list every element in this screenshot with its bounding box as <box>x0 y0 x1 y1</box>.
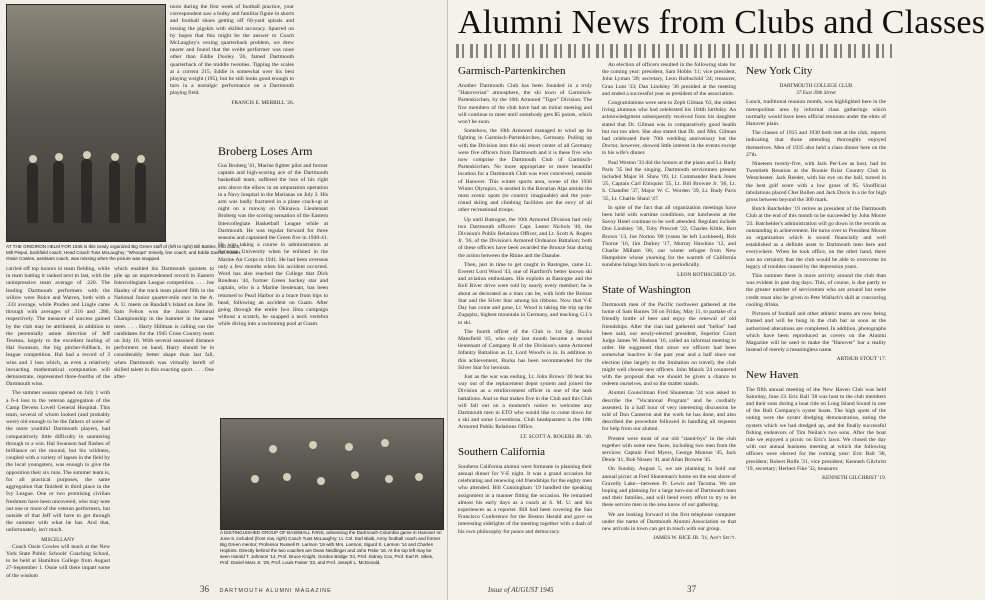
ny-paragraph: Lunch, traditional reunion month, was highlighted here in the metropolitan area by informal class gatherings which normally would have been official reunions under the elms of Hanover plain. <box>746 99 886 128</box>
left-page-number: 36 <box>200 584 209 594</box>
broberg-article <box>218 142 328 416</box>
garmisch-title: Garmisch-Partenkirchen <box>458 65 566 77</box>
washington-paragraph: We are looking forward to the first telephone computer under the name of Dartmouth Alumni Association so that new arrivals in town can get in touch with our group. <box>602 511 736 532</box>
rothschild-signature: LEON ROTHSCHILD '24. <box>677 271 736 278</box>
ny-paragraph: This summer there is more activity around the club than was evident in past dog days. This, of course, is due partly to the greater number of servicemen who are around but some credit must also be given to Pete Wallach's skill at concocting cooling drinks. <box>746 273 886 308</box>
baseball-column <box>6 266 110 578</box>
washington-title: State of Washington <box>602 283 691 296</box>
coaching-staff-photo <box>6 4 166 242</box>
ny-club-name: DARTMOUTH COLLEGE CLUB <box>779 83 853 89</box>
sports-notes-paragraph: which enabled his Dartmouth quintets to pile up an unprecedented record in Eastern Intercollegiate League competition. . . . Joe Hanley of the track team placed fifth in the National Junior quarter-mile race in the A. A. U. meets on Randall's Island on June 30. Sam Felton won the Junior National Championship in the hammer in the same meet. . . . Harry Hillman is calling out the candidates for the 1945 Cross Country team on July 16. With several seasoned distance performers on hand, Harry should be in considerably better shape than last fall, when Dartmouth was virtually bereft of skilled talent in this exacting sport. . . . One after- <box>114 266 214 381</box>
socal-paragraph: An election of officers resulted in the following slate for the coming year: president, Sam Hobbs '11; vice president, John Lyman '28; secretary, Leon Rothschild '24; treasurer, Gran Lunt '33; Dan Lindsley '36 presided at the meeting and ended a successful year as president of the association. <box>602 62 736 97</box>
issue-date: Issue of AUGUST 1945 <box>488 586 554 594</box>
garmisch-paragraph: Somehow, the 10th Armored managed to wind up its fighting in Garmisch-Partenkirchen, Germany. Pulling up with the Division into this ski resort center of all Germany were five officers from Dartmouth and it is these five who now comprise the Dartmouth Club of Garmisch-Partenkirchen. No more appropriate or more beautiful location for a Dartmouth Club was ever conceived, outside of Hanover. This winter sports area, scene of the 1936 Winter Olympics, is nestled in the Bavarian Alps amidst the most scenic spots (to country imaginable) and the year-round skiing and climbing facilities are the envy of all other recreational troops. <box>458 128 593 214</box>
right-footer <box>488 584 888 594</box>
baseball-fans-caption: A DISTINGUISHED GROUP OF BASEBALL FANS, witnessing the Dartmouth-Columbia game in Hanover on June 9, included (front row, right) Coach Tuss McLaughry; Lt. Col. Earl Blaik, Army football coach and former Big Green mentor; Professor Russell R. Larmon '19 with Mrs. Larmon; Sigurd S. Larmon '14 and Charles Hopkins. Directly behind the two coaches are Dean Neidlinger and John Fiske '16. At the top left may be seen Harold T. Johnson '14, Prof. Bruce Knight, Gordon Bridge '24, Prof. Sidney Cox, Prof. Earl R. Sikes, Prof. Daniel Marx Jr. '29, Prof. Louis Foster '23, and Prof. Joseph L. McDonald. <box>220 530 442 565</box>
garmisch-paragraph: Up until Bastogne, the 10th Armored Division had only two Dartmouth officers: Capt. Lester Nichols '40, the Division's Public Relations Officer, and Lt. Scott A. Rogers Jr. '36, of the Division's Armored Ordnance Battalion; both of these officers have been awarded the Bronze Star during the action between the Rhine and the Danube. <box>458 216 592 259</box>
masthead-title: Alumni News from Clubs and Classes <box>458 4 985 41</box>
garmisch-paragraph: Another Dartmouth Club has been founded in a truly "Hanoverian" atmosphere, the ski town of Garmisch-Partenkirchen, by the 10th Armored "Tiger" Division. The five members of the club have had an initial meeting and will continue to meet until somebody gets $5 points, which won't be soon. <box>458 83 592 126</box>
miscellany-heading: MISCELLANY <box>41 536 75 543</box>
new-haven-paragraph: The fifth annual meeting of the New Haven Club was held Saturday, June 23. Eric Ball '38 was host to the club members and their sons during a boat ride on Long Island Sound in one of the Bull Company's oyster boats. The high spots of the outing were the oyster dredging demonstration, eating the oysters which we had dredged up, and the finally successful fishing endeavors of Tim Neilan's two sons. After the boat ride we enjoyed a picnic on Eric's lawn. We closed the day with our annual business meeting at which the following officers were elected for the coming year: Eric Ball '38, president; Robert Rolfe '31, vice president; Kenneth Gilchrist '19, secretary; Herbert Fike '32, treasurer. <box>746 386 886 472</box>
washington-paragraph: Dartmouth men of the Pacific northwest gathered at the home of Sam Barnes '30 on Friday, May 11, to partake of a friendly bottle of beer and enjoy the renewal of old friendships. After the clan had gathered and "hellos" had been said, our newly-elected president, Superior Court Judge James W. Hodson '16, called an informal meeting to order. He suggested that since we officers had been somewhat inactive in the past year and a half since our election (due largely to the limitation on travel), the club might well choose new officers. John Mauck '24 countered with the proposal that we should be given a chance to redeem ourselves, and so the matter stands. <box>602 301 736 388</box>
washington-paragraph: On Sunday, August 5, we are planning to hold our annual picnic at Fred Shuneman's home on the east shore of Gravelly Lake—between Ft. Lewis and Tacoma. We are hoping and planning for a large turn-out of Dartmouth men and their families, and will bend every effort to try to let these service men in the area know of our gathering. <box>602 466 736 509</box>
masthead <box>454 2 985 58</box>
garmisch-paragraph: The fourth officer of the Club is 1st Sgt. Bucks Mansfield '43, who only last month became a second lieutenant of Company B of the Division's same Armored Infantry Battalion as Lt. Lord Wood's is in. In addition to this achievement, Bucks has been recommended for the Silver Star for heroism. <box>458 328 592 371</box>
coaching-staff-caption: AT THE GRIDIRON HELM FOR 1945 is this newly organized Big Green staff of (left to right) Bill Battles, end coach; Milt Piepul, backfield coach; Head Coach Tuss McLaughry; "Whoops" Snively, line coach; and Eddie Zavrint, trainer. Ossie Cowles, assistant coach, was missing when the picture was snapped. <box>6 244 242 261</box>
ny-title: New York City <box>746 65 813 77</box>
dooley-paragraph: noon during the first week of football practice, your correspondent saw a bulky and familiar figure in shorts and football shoes getting off 60-yard spirals and tossing the pigskin with skilled accuracy. Spurred on by hopes that this might be the answer to Coach McLaughry's vexing quarterback problem, we drew nearer and found that the svelte performer was none other than Eddie Dooley '26, famed Dartmouth quarterback of the middle twenties. Tipping the scales at a current 215, Eddie is somewhat over his best playing weight (195), but he still looks good enough to turn in a nostalgic performance on a Dartmouth playing field. <box>170 4 294 97</box>
garmisch-column <box>458 62 592 580</box>
washington-paragraph: Present were most of our old "stand-bys" in the club together with some new faces, including two men from the services: Captain Fred Myers, George Munroe '45, Jack Denie '41, Bob Nissen '41 and Allan Browne '45. <box>602 435 736 464</box>
socal-paragraph: Congratulations were sent to Zeph Gilman '63, the oldest living alumnus who had celebrated his 104th birthday. An acknowledgment subsequently received from his daughter stated that Dr. Gilman was in comparatively good health but not too alert. She also stated that Dr. and Mrs. Gilman had celebrated their 70th wedding anniversary but the Doctor, however, showed little interest in the events except to his wife's dinner. <box>602 100 736 157</box>
socal-paragraph: In spite of the fact that all organization meetings have been held with wartime conditions, our luncheons at the Savoy Hotel continue to be well attended. Regulars include Don Lindsley '36, Toby Prescott '22, Charles Kittle, Bert Brown '13, Joe Norton '08 (vanes he left Lockheed), Bob Thorne '16, Jim Darkey '17, Murray Hawkins '12, and Charlie Milham '06, our winter refugee from New Hampshire whose yearning for the warmth of California sunshine brings him back to us periodically. <box>602 204 736 269</box>
middle-column <box>602 62 736 580</box>
ny-paragraph: The classes of 1915 and 1930 both met at the club, reports indicating that those attending thoroughly enjoyed themselves. Men of 1935 also held a class dinner here on the 27th. <box>746 130 886 158</box>
right-column <box>746 62 886 580</box>
garmisch-paragraph: Just as the war was ending, Lt. John Brown '40 beat his way out of the replacement depot system and joined the Division as a reinforcement officer in one of the tank battalions. And so that makes five in the Club and this Club will fall out on a moment's notice to welcome any Dartmouth men in ETO who would like to come down for a ski and some Lowenbrau. Club headquarters is the 10th Armored Public Relations Office. <box>458 373 592 431</box>
miscellany-paragraph: Coach Ossie Cowles will teach at the New York State Public Schools' Coaching School, to be held at Hamilton College from August 27-September 1. Ossie will there impart some of the wisdom <box>6 543 110 579</box>
right-page <box>448 0 985 600</box>
left-footer <box>200 584 440 594</box>
masthead-town-illustration <box>456 44 892 58</box>
washington-paragraph: Alumni Councilman Fred Shuneman '24 was asked to describe the "Vocational Program" and he cordially assented. In a half hour of very interesting discussion he told of Don Cameron and the work he has done, and also described the procedure followed in handling all requests for help from our alumni. <box>602 390 736 433</box>
dooley-column <box>170 4 294 154</box>
ny-paragraph: Pictures of football and other athletic teams are now being framed and will be hung in the club bar as soon as the authorized alterations are completed. In addition, photographs which have been reproduced as covers on the Alumni Magazine will be used to make the "Hanover" bar a reality instead of merely a meaningless name. <box>746 311 886 354</box>
socal-title: Southern California <box>458 445 546 458</box>
socal-paragraph: Southern California alumni were fortunate in planning their annual dinner for V-E night. It was a grand occasion for celebrating and renewing old friendships for the eighty men who attended. Bill Cunningham '19 handled the speaking assignment in a manner fitting the occasion. He remained almost his early days as a coach at S. M. U. and his experiences as a reporter. Bill had been covering the San Francisco Conference for the Boston Herald and gave us interesting sidelights of the meeting together with a dash of his own philosophy for peace and democracy. <box>458 463 592 535</box>
stout-signature: ARTHUR STOUT '17. <box>836 356 886 363</box>
broberg-paragraph: Gus Broberg '41, Marine fighter pilot and former captain and high-scoring ace of the Dartmouth basketball team, suffered the loss of his right arm above the elbow in an amputation operation in a Navy hospital in the Marianas on July 3. His arm was badly fractured in a plane crack-up at night on a runway on Okinawa. Lieutenant Broberg was the scoring sensation of the Eastern Intercollegiate Basketball League while at Dartmouth. He was regular forward for three seasons and captained the Green five in 1940-41. He was taking a course in administration at Syracuse University when he enlisted in the Marine Air Corps in 1941. He had been overseas only a few months when his accident occurred. Word has also reached the College that Dick Rondeau '44, former Green hockey star and captain, who is a Marine lieutenant, has been returned to Pearl Harbor in a brace from hips to head, following an accident on Guam. After going through the entire Iwo Jima campaign without a scratch, he snapped a neck vertebra while diving into a swimming pool at Guam. <box>218 163 328 328</box>
rice-signature: JAMES W. RICE JR. '31, Ass't Sec'y. <box>653 535 736 542</box>
right-page-number: 37 <box>687 584 697 594</box>
broberg-title: Broberg Loses Arm <box>218 144 313 158</box>
garmisch-paragraph: Then, just in time to get caught in Bastogne, came Lt. Everett Lord Wood '43, one of Hartford's better known ski and aviation enthusiasts. His exploits at Bastogne and the Kell River drive were told by nearly every member; he is about as decorated as a man can be, with both the Bronze Star and the Silver Star among his ribbons. Now that V-E Day has come and gone, Lt. Wood is taking the trip up the Zugspitz, highest mountain in Germany, and teaching G.I.'s to ski. <box>458 261 592 326</box>
baseball-paragraph: carried off top honors in team fielding, while in team batting it ranked next to last, with the unimpressive team average of .220. The leading Dartmouth performers with the willow were Bolce and Warren, both with a .333 average, while Pruden and Lingle came through with averages of .316 and .286, respectively. The measure of success gained by the club may be attributed, in addition to the perennially astute direction of Jeff Tesreau, largely to the excellent hurling of Hal Swanson, the big pitcher-fullback, in league competition. Hal had a record of 3 wins and 1 loss which, as even a relatively inexacting mathematical computation will demonstrate, represented three-fourths of the Dartmouth wins. <box>6 266 110 388</box>
sports-notes-column <box>114 266 214 416</box>
ny-paragraph: Butch Batchelder '19 retires as president of the Dartmouth Club at the end of this month to be succeeded by John Moore '23. Batchelder's administration will go down in the records as outstanding in achievement. He turns over to President Moore an organization which is sound financially and well established as a definite asset to Dartmouth men here and everywhere. When he took office, on the other hand, there was no certainty that the club would be able to overcome its legacy of troubles caused by the depression years. <box>746 206 886 270</box>
rogers-signature: LT. SCOTT A. ROGERS JR. '40. <box>520 433 592 440</box>
baseball-paragraph: The summer season opened on July 1 with a 6-4 loss to the veteran aggregation of the Camp Devens Lovell General Hospital. This team, several of whom looked (and probably were) old enough to be the fathers of some of the more youthful Dartmouth players, had comparatively little difficulty in sauntering through to a win. Hal Swanson had flashes of brilliance on the mound, but his wildness, coupled with a variety of lapses in the field by the local youngsters, was enough to give the opposition their six runs. The summer team is, for all practical purposes, the same aggregation that finished in third place in the Ivy League. One or two promising civilian freshmen have been uncovered, who may note out one or more of the veteran performers, but outside of that Jeff will have to get through the summer with what he has. And that, unfortunately, isn't much. <box>6 390 110 534</box>
baseball-fans-photo <box>220 418 444 530</box>
new-haven-title: New Haven <box>746 368 799 381</box>
magazine-name: DARTMOUTH ALUMNI MAGAZINE <box>219 588 332 594</box>
merrill-signature: FRANCIS E. MERRILL '26. <box>231 99 294 106</box>
socal-paragraph: Paul Weston '33 did the honors at the piano and Lt. Rudy Paris '35 led the singing. Dartmouth servicemen present included Major H. Shaw '09, Lt. Commander Buck Jones '25, Captain Carl Elmquist '35, Lt. Bill Browne Jr. '36, Lt. S. Chandler '37, Major W. C. Worden '39, Lt. Rudy Paris '35, Lt. Charlie Shaul '47. <box>602 159 736 202</box>
ny-club-address: 37 East 39th Street <box>796 90 836 97</box>
gilchrist-signature: KENNETH GILCHRIST '19. <box>822 474 886 481</box>
left-page <box>0 0 448 600</box>
ny-paragraph: Nineteen twenty-five, with Jack Per-Lee as host, had its Twentieth Reunion at the Boonie Briar Country Club in Westchester. Jack Reeder, with his eye on the ball, turned in the best golf score with a low gross of 95. Unofficial tabulations placed Chet Bollen and Jack Davis in a tie for high gross between beyond the 300 mark. <box>746 161 886 204</box>
